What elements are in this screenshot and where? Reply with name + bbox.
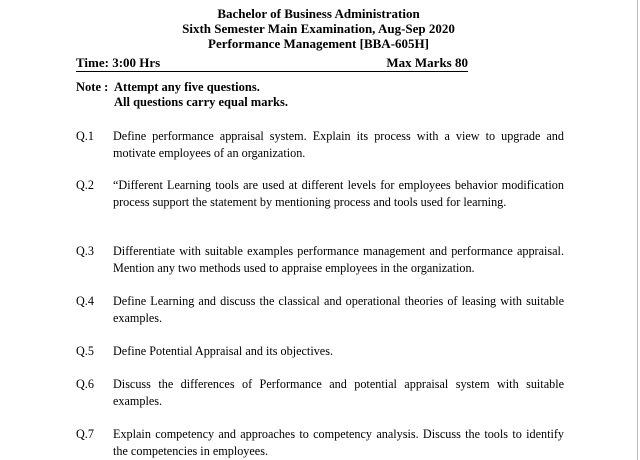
question-text: Define Potential Appraisal and its objectives. [113,344,333,358]
question-number: Q.7 [76,427,94,441]
question-text: Define Learning and discuss the classical and operational theories of leasing with suitable examples. [113,294,564,325]
question-text: Define performance appraisal system. Explain its process with a view to upgrade and motivate employees of an organization. [113,129,564,160]
exam-header [0,6,637,51]
question-text: Discuss the differences of Performance and potential appraisal system with suitable examples. [113,377,564,408]
question-number: Q.5 [76,344,94,358]
question-text: “Different Learning tools are used at different levels for employees behavior modification process support the statement by mentioning process and tools used for learning. [113,178,564,209]
question-number: Q.6 [76,377,94,391]
note-line-2: All questions carry equal marks. [114,95,288,109]
question-number: Q.1 [76,129,94,143]
question-item [76,243,564,277]
question-item [76,128,564,162]
question-number: Q.3 [76,244,94,258]
question-item [76,177,564,211]
program-title: Bachelor of Business Administration [217,6,420,21]
exam-session: Sixth Semester Main Examination, Aug-Sep 2020 [182,21,455,36]
question-number: Q.2 [76,178,94,192]
question-text: Explain competency and approaches to competency analysis. Discuss the tools to identify the competencies in employees. [113,427,564,458]
course-title: Performance Management [BBA-605H] [208,36,429,51]
question-item [76,426,564,460]
question-item [76,376,564,410]
note-line-1: Attempt any five questions. [114,80,260,94]
question-item [76,293,564,327]
instructions-note [76,80,288,110]
time-allowed: Time: 3:00 Hrs [76,55,161,70]
question-number: Q.4 [76,294,94,308]
note-label: Note : [76,80,109,94]
question-text: Differentiate with suitable examples performance management and performance appraisal. Mention any two methods used to appraise employees in the organization. [113,244,564,275]
question-item [76,343,564,360]
exam-meta-row [76,55,468,72]
max-marks: Max Marks 80 [386,55,468,70]
